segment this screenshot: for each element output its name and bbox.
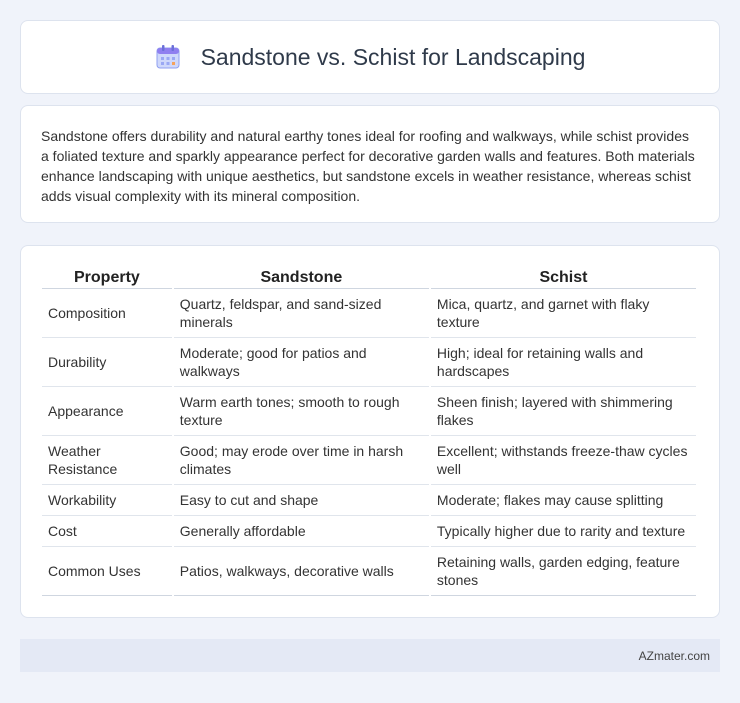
table-cell-sandstone: Quartz, feldspar, and sand-sized minerals	[174, 289, 429, 338]
summary-text: Sandstone offers durability and natural earthy tones ideal for roofing and walkways, while schist provides a foliated texture and sparkly appearance perfect for decorative garden walls and features. Both materials enhance landscaping with unique aesthetics, but sandstone excels in weather resistance, whereas schist adds visual complexity with its mineral composition.	[41, 128, 695, 204]
table-row	[42, 338, 696, 387]
footer-brand: AZmater.com	[638, 648, 710, 663]
table-row	[42, 289, 696, 338]
table-cell-sandstone: Generally affordable	[174, 516, 429, 547]
calendar-icon	[155, 44, 181, 70]
table-cell-property: Workability	[42, 485, 172, 516]
table-row	[42, 516, 696, 547]
table-cell-schist: Sheen finish; layered with shimmering flakes	[431, 387, 696, 436]
table-row	[42, 547, 696, 596]
table-cell-property: Composition	[42, 289, 172, 338]
table-cell-sandstone: Patios, walkways, decorative walls	[174, 547, 429, 596]
table-row	[42, 436, 696, 485]
table-cell-property: Weather Resistance	[42, 436, 172, 485]
table-cell-schist: High; ideal for retaining walls and hardscapes	[431, 338, 696, 387]
page-title: Sandstone vs. Schist for Landscaping	[200, 43, 586, 70]
table-cell-property: Appearance	[42, 387, 172, 436]
comparison-table-card	[20, 245, 720, 618]
column-header-property: Property	[42, 266, 172, 289]
table-cell-schist: Excellent; withstands freeze-thaw cycles well	[431, 436, 696, 485]
table-cell-schist: Retaining walls, garden edging, feature stones	[431, 547, 696, 596]
table-cell-sandstone: Moderate; good for patios and walkways	[174, 338, 429, 387]
table-cell-schist: Moderate; flakes may cause splitting	[431, 485, 696, 516]
table-cell-property: Cost	[42, 516, 172, 547]
table-cell-sandstone: Easy to cut and shape	[174, 485, 429, 516]
table-cell-property: Common Uses	[42, 547, 172, 596]
summary-card	[20, 105, 720, 223]
table-cell-schist: Typically higher due to rarity and texture	[431, 516, 696, 547]
table-cell-sandstone: Good; may erode over time in harsh climates	[174, 436, 429, 485]
footer	[20, 639, 720, 672]
table-cell-sandstone: Warm earth tones; smooth to rough texture	[174, 387, 429, 436]
table-cell-schist: Mica, quartz, and garnet with flaky texture	[431, 289, 696, 338]
column-header-schist: Schist	[431, 266, 696, 289]
column-header-sandstone: Sandstone	[174, 266, 429, 289]
table-row	[42, 387, 696, 436]
table-cell-property: Durability	[42, 338, 172, 387]
table-row	[42, 485, 696, 516]
comparison-table	[40, 266, 698, 596]
table-header-row	[42, 266, 696, 289]
title-card	[20, 20, 720, 94]
